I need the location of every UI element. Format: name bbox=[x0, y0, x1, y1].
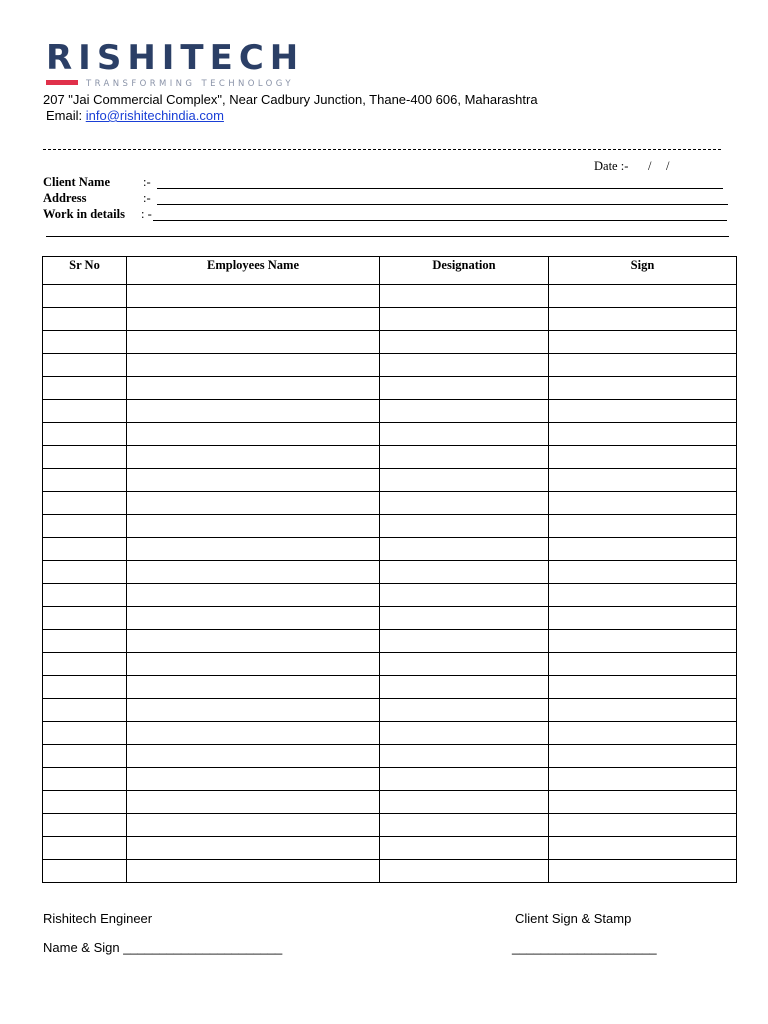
table-row bbox=[43, 423, 737, 446]
table-cell-sign[interactable] bbox=[549, 630, 737, 653]
table-cell-sign[interactable] bbox=[549, 745, 737, 768]
table-row bbox=[43, 331, 737, 354]
table-cell-employees-name[interactable] bbox=[127, 584, 380, 607]
table-cell-sign[interactable] bbox=[549, 860, 737, 883]
table-row bbox=[43, 699, 737, 722]
table-cell-employees-name[interactable] bbox=[127, 400, 380, 423]
table-cell-sr-no[interactable] bbox=[43, 722, 127, 745]
table-cell-designation[interactable] bbox=[380, 377, 549, 400]
table-cell-designation[interactable] bbox=[380, 837, 549, 860]
table-cell-sr-no[interactable] bbox=[43, 607, 127, 630]
table-cell-sr-no[interactable] bbox=[43, 791, 127, 814]
table-cell-sr-no[interactable] bbox=[43, 308, 127, 331]
table-cell-designation[interactable] bbox=[380, 331, 549, 354]
table-cell-sr-no[interactable] bbox=[43, 860, 127, 883]
table-cell-sign[interactable] bbox=[549, 791, 737, 814]
table-cell-sign[interactable] bbox=[549, 653, 737, 676]
table-cell-sr-no[interactable] bbox=[43, 699, 127, 722]
table-cell-designation[interactable] bbox=[380, 676, 549, 699]
table-cell-sign[interactable] bbox=[549, 676, 737, 699]
table-row bbox=[43, 515, 737, 538]
table-row bbox=[43, 630, 737, 653]
logo-accent-bar bbox=[46, 80, 78, 85]
email-label: Email: bbox=[46, 108, 86, 123]
table-row bbox=[43, 285, 737, 308]
table-cell-sr-no[interactable] bbox=[43, 768, 127, 791]
table-cell-sr-no[interactable] bbox=[43, 331, 127, 354]
table-row bbox=[43, 791, 737, 814]
employee-table-body bbox=[43, 285, 737, 883]
table-cell-designation[interactable] bbox=[380, 745, 549, 768]
table-cell-designation[interactable] bbox=[380, 446, 549, 469]
table-cell-sign[interactable] bbox=[549, 492, 737, 515]
table-cell-sign[interactable] bbox=[549, 561, 737, 584]
table-cell-designation[interactable] bbox=[380, 423, 549, 446]
table-cell-sign[interactable] bbox=[549, 469, 737, 492]
work-details-field-line2[interactable] bbox=[46, 236, 729, 237]
table-cell-employees-name[interactable] bbox=[127, 791, 380, 814]
table-cell-sr-no[interactable] bbox=[43, 446, 127, 469]
table-cell-employees-name[interactable] bbox=[127, 630, 380, 653]
table-cell-employees-name[interactable] bbox=[127, 469, 380, 492]
work-details-colon: : - bbox=[141, 207, 152, 221]
table-cell-employees-name[interactable] bbox=[127, 492, 380, 515]
table-cell-designation[interactable] bbox=[380, 860, 549, 883]
table-cell-sign[interactable] bbox=[549, 515, 737, 538]
table-row bbox=[43, 400, 737, 423]
table-cell-sr-no[interactable] bbox=[43, 630, 127, 653]
table-cell-designation[interactable] bbox=[380, 814, 549, 837]
table-cell-sign[interactable] bbox=[549, 423, 737, 446]
table-cell-employees-name[interactable] bbox=[127, 308, 380, 331]
table-cell-designation[interactable] bbox=[380, 630, 549, 653]
table-cell-designation[interactable] bbox=[380, 584, 549, 607]
table-row bbox=[43, 584, 737, 607]
table-cell-sr-no[interactable] bbox=[43, 814, 127, 837]
table-cell-sign[interactable] bbox=[549, 308, 737, 331]
employee-table bbox=[42, 256, 737, 883]
table-row bbox=[43, 860, 737, 883]
table-cell-sr-no[interactable] bbox=[43, 400, 127, 423]
table-cell-designation[interactable] bbox=[380, 400, 549, 423]
table-cell-sr-no[interactable] bbox=[43, 745, 127, 768]
table-cell-sign[interactable] bbox=[549, 400, 737, 423]
table-cell-designation[interactable] bbox=[380, 308, 549, 331]
table-cell-designation[interactable] bbox=[380, 699, 549, 722]
table-cell-designation[interactable] bbox=[380, 607, 549, 630]
table-cell-sr-no[interactable] bbox=[43, 584, 127, 607]
table-cell-designation[interactable] bbox=[380, 538, 549, 561]
table-cell-designation[interactable] bbox=[380, 354, 549, 377]
table-cell-sign[interactable] bbox=[549, 607, 737, 630]
table-cell-sign[interactable] bbox=[549, 837, 737, 860]
engineer-label: Rishitech Engineer bbox=[43, 911, 153, 926]
table-cell-sr-no[interactable] bbox=[43, 354, 127, 377]
table-cell-employees-name[interactable] bbox=[127, 515, 380, 538]
email-line bbox=[46, 107, 224, 124]
table-cell-sr-no[interactable] bbox=[43, 561, 127, 584]
table-row bbox=[43, 308, 737, 331]
table-row bbox=[43, 538, 737, 561]
table-row bbox=[43, 607, 737, 630]
table-cell-sign[interactable] bbox=[549, 722, 737, 745]
company-address: 207 "Jai Commercial Complex", Near Cadbury Junction, Thane-400 606, Maharashtra bbox=[43, 92, 538, 107]
table-cell-sign[interactable] bbox=[549, 446, 737, 469]
table-row bbox=[43, 837, 737, 860]
table-row bbox=[43, 722, 737, 745]
table-row bbox=[43, 561, 737, 584]
client-sign-stamp-label: Client Sign & Stamp bbox=[515, 911, 632, 926]
table-cell-sign[interactable] bbox=[549, 538, 737, 561]
table-cell-employees-name[interactable] bbox=[127, 446, 380, 469]
table-cell-employees-name[interactable] bbox=[127, 814, 380, 837]
table-cell-employees-name[interactable] bbox=[127, 377, 380, 400]
client-name-field[interactable] bbox=[157, 188, 723, 189]
table-cell-designation[interactable] bbox=[380, 653, 549, 676]
table-row bbox=[43, 354, 737, 377]
table-cell-employees-name[interactable] bbox=[127, 354, 380, 377]
table-cell-sr-no[interactable] bbox=[43, 423, 127, 446]
address-field[interactable] bbox=[157, 204, 728, 205]
table-cell-designation[interactable] bbox=[380, 285, 549, 308]
name-sign-field[interactable]: ______________________ bbox=[123, 940, 283, 955]
table-cell-designation[interactable] bbox=[380, 791, 549, 814]
table-cell-sr-no[interactable] bbox=[43, 653, 127, 676]
table-cell-employees-name[interactable] bbox=[127, 860, 380, 883]
table-cell-employees-name[interactable] bbox=[127, 653, 380, 676]
table-row bbox=[43, 768, 737, 791]
table-cell-employees-name[interactable] bbox=[127, 607, 380, 630]
work-details-label: Work in details bbox=[43, 207, 125, 221]
table-cell-designation[interactable] bbox=[380, 561, 549, 584]
table-row bbox=[43, 492, 737, 515]
name-sign-line bbox=[43, 939, 282, 956]
table-cell-employees-name[interactable] bbox=[127, 745, 380, 768]
table-cell-employees-name[interactable] bbox=[127, 561, 380, 584]
dashed-separator bbox=[43, 149, 721, 150]
table-cell-designation[interactable] bbox=[380, 492, 549, 515]
email-link[interactable]: info@rishitechindia.com bbox=[85, 108, 224, 123]
client-sign-field[interactable]: ____________________ bbox=[512, 940, 657, 955]
table-cell-sr-no[interactable] bbox=[43, 377, 127, 400]
table-cell-sr-no[interactable] bbox=[43, 676, 127, 699]
table-cell-employees-name[interactable] bbox=[127, 699, 380, 722]
table-cell-employees-name[interactable] bbox=[127, 676, 380, 699]
table-cell-sign[interactable] bbox=[549, 377, 737, 400]
client-name-label: Client Name bbox=[43, 175, 110, 189]
table-cell-sr-no[interactable] bbox=[43, 837, 127, 860]
table-cell-employees-name[interactable] bbox=[127, 538, 380, 561]
table-row bbox=[43, 676, 737, 699]
address-label: Address bbox=[43, 191, 87, 205]
name-sign-label: Name & Sign bbox=[43, 940, 120, 955]
table-row bbox=[43, 377, 737, 400]
column-header-employees-name: Employees Name bbox=[127, 257, 380, 285]
client-name-colon: :- bbox=[143, 175, 151, 189]
table-cell-designation[interactable] bbox=[380, 469, 549, 492]
table-cell-sr-no[interactable] bbox=[43, 538, 127, 561]
column-header-sign: Sign bbox=[549, 257, 737, 285]
table-cell-sr-no[interactable] bbox=[43, 515, 127, 538]
table-cell-employees-name[interactable] bbox=[127, 722, 380, 745]
table-header-row bbox=[43, 257, 737, 285]
table-row bbox=[43, 653, 737, 676]
table-cell-sr-no[interactable] bbox=[43, 285, 127, 308]
table-cell-designation[interactable] bbox=[380, 515, 549, 538]
table-cell-employees-name[interactable] bbox=[127, 837, 380, 860]
column-header-designation: Designation bbox=[380, 257, 549, 285]
table-row bbox=[43, 469, 737, 492]
table-row bbox=[43, 814, 737, 837]
company-logo: RISHITECH bbox=[46, 38, 305, 78]
work-details-field[interactable] bbox=[153, 220, 727, 221]
table-cell-sr-no[interactable] bbox=[43, 469, 127, 492]
logo-tagline: TRANSFORMING TECHNOLOGY bbox=[86, 79, 294, 89]
date-label: Date :- bbox=[594, 159, 629, 173]
date-separator: / bbox=[648, 159, 652, 173]
table-cell-sign[interactable] bbox=[549, 331, 737, 354]
table-cell-sign[interactable] bbox=[549, 285, 737, 308]
table-cell-sign[interactable] bbox=[549, 768, 737, 791]
column-header-sr-no: Sr No bbox=[43, 257, 127, 285]
table-cell-employees-name[interactable] bbox=[127, 285, 380, 308]
address-colon: :- bbox=[143, 191, 151, 205]
table-cell-sign[interactable] bbox=[549, 699, 737, 722]
table-row bbox=[43, 745, 737, 768]
table-cell-designation[interactable] bbox=[380, 768, 549, 791]
table-cell-sign[interactable] bbox=[549, 354, 737, 377]
table-cell-employees-name[interactable] bbox=[127, 768, 380, 791]
table-cell-sign[interactable] bbox=[549, 584, 737, 607]
table-cell-sign[interactable] bbox=[549, 814, 737, 837]
table-row bbox=[43, 446, 737, 469]
table-cell-sr-no[interactable] bbox=[43, 492, 127, 515]
table-cell-employees-name[interactable] bbox=[127, 331, 380, 354]
table-cell-employees-name[interactable] bbox=[127, 423, 380, 446]
table-cell-designation[interactable] bbox=[380, 722, 549, 745]
date-separator: / bbox=[666, 159, 670, 173]
